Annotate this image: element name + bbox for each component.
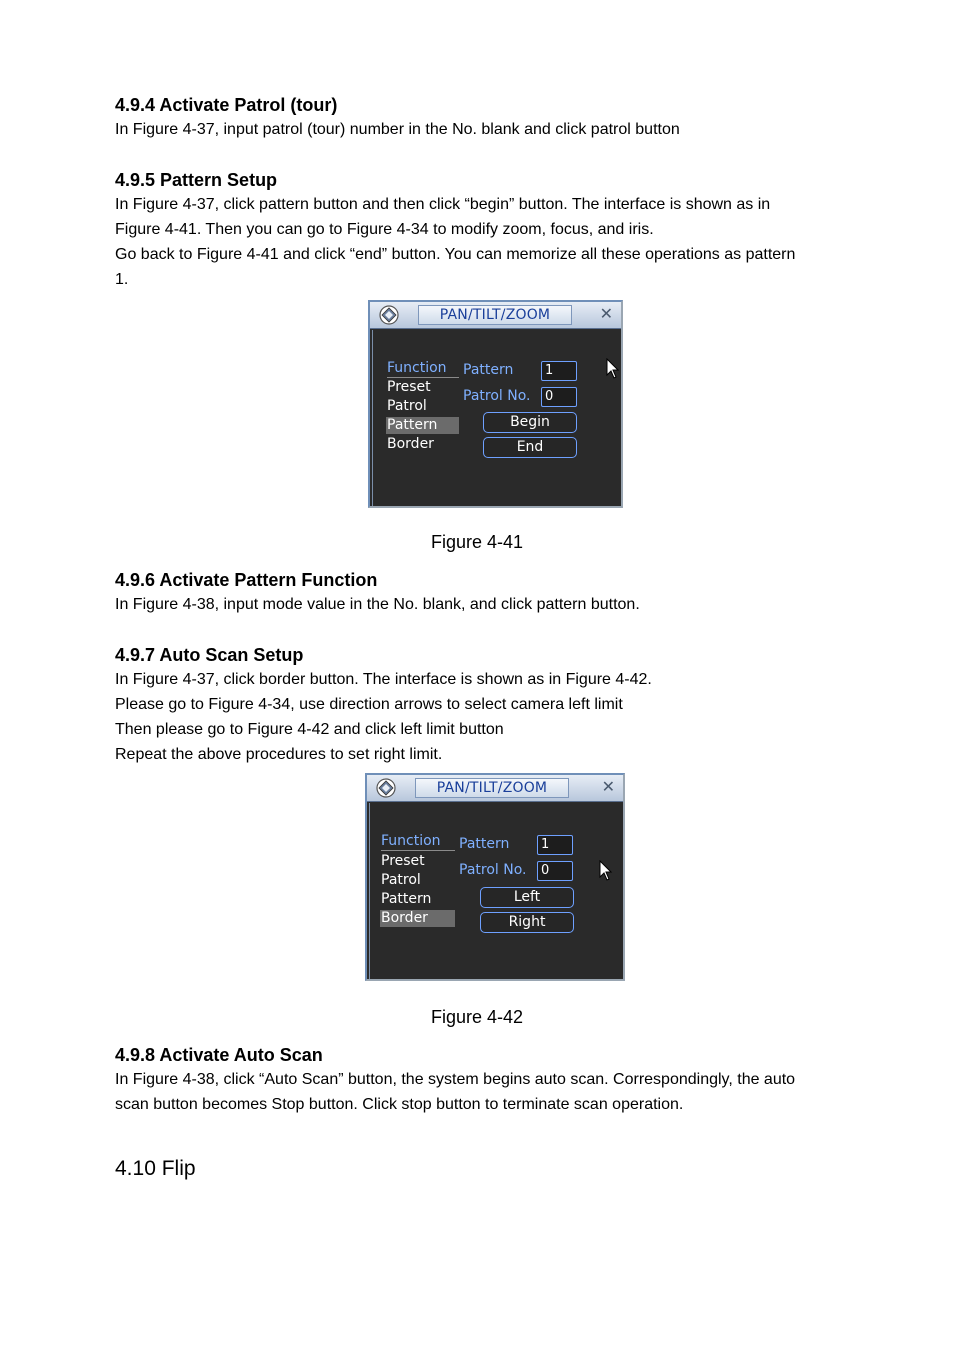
menu-item-patrol[interactable]: Patrol: [387, 398, 427, 414]
heading-4-10: 4.10 Flip: [115, 1157, 196, 1180]
menu-function-heading: Function: [387, 360, 447, 376]
patrol-no-label: Patrol No.: [459, 862, 527, 878]
menu-divider: [381, 850, 455, 851]
ptz-dialog-pattern: [368, 300, 623, 508]
paragraph-4-9-5-line2: Figure 4-41. Then you can go to Figure 4-34 to modify zoom, focus, and iris.: [115, 221, 654, 238]
right-limit-button[interactable]: Right: [480, 912, 574, 933]
heading-4-9-4: 4.9.4 Activate Patrol (tour): [115, 95, 338, 115]
patrol-number-input[interactable]: 0: [541, 387, 577, 407]
paragraph-4-9-7-line2: Please go to Figure 4-34, use direction arrows to select camera left limit: [115, 696, 623, 713]
paragraph-4-9-8-line2: scan button becomes Stop button. Click stop button to terminate scan operation.: [115, 1096, 684, 1113]
dialog-body: [372, 330, 621, 506]
heading-4-9-8: 4.9.8 Activate Auto Scan: [115, 1045, 323, 1065]
menu-item-border[interactable]: Border: [387, 436, 434, 452]
heading-4-9-7: 4.9.7 Auto Scan Setup: [115, 645, 304, 665]
paragraph-4-9-8-line1: In Figure 4-38, click “Auto Scan” button, the system begins auto scan. Correspondingly, the auto: [115, 1071, 796, 1088]
menu-item-pattern[interactable]: Pattern: [386, 417, 459, 434]
app-logo-icon: [378, 304, 400, 326]
paragraph-4-9-6: In Figure 4-38, input mode value in the No. blank, and click pattern button.: [115, 596, 640, 613]
mouse-cursor-icon: [606, 358, 620, 380]
close-icon[interactable]: ✕: [601, 777, 615, 796]
mouse-cursor-icon: [599, 860, 613, 882]
heading-4-9-6: 4.9.6 Activate Pattern Function: [115, 570, 378, 590]
dialog-title-bar: [367, 775, 623, 802]
pattern-number-input[interactable]: 1: [541, 361, 577, 381]
paragraph-4-9-5-line1: In Figure 4-37, click pattern button and then click “begin” button. The interface is shown as in: [115, 196, 771, 213]
dialog-title: PAN/TILT/ZOOM: [415, 778, 569, 798]
menu-divider: [387, 377, 459, 378]
paragraph-4-9-5-line4: 1.: [115, 271, 129, 288]
ptz-dialog-border: [365, 773, 625, 981]
dialog-title: PAN/TILT/ZOOM: [418, 305, 572, 325]
left-limit-button[interactable]: Left: [480, 887, 574, 908]
begin-button[interactable]: Begin: [483, 412, 577, 433]
menu-item-border[interactable]: Border: [380, 910, 455, 927]
paragraph-4-9-7-line3: Then please go to Figure 4-42 and click left limit button: [115, 721, 504, 738]
figure-caption-4-41: Figure 4-41: [430, 532, 524, 552]
menu-function-heading: Function: [381, 833, 441, 849]
patrol-no-label: Patrol No.: [463, 388, 531, 404]
dialog-body: [369, 803, 623, 979]
menu-item-preset[interactable]: Preset: [381, 853, 425, 869]
paragraph-4-9-5-line3: Go back to Figure 4-41 and click “end” button. You can memorize all these operations as pattern: [115, 246, 796, 263]
pattern-label: Pattern: [459, 836, 510, 852]
dialog-title-bar: [370, 302, 621, 329]
end-button[interactable]: End: [483, 437, 577, 458]
paragraph-4-9-4: In Figure 4-37, input patrol (tour) number in the No. blank and click patrol button: [115, 121, 680, 138]
menu-item-preset[interactable]: Preset: [387, 379, 431, 395]
figure-caption-4-42: Figure 4-42: [430, 1007, 524, 1027]
paragraph-4-9-7-line1: In Figure 4-37, click border button. The interface is shown as in Figure 4-42.: [115, 671, 652, 688]
patrol-number-input[interactable]: 0: [537, 861, 573, 881]
menu-item-pattern[interactable]: Pattern: [381, 891, 432, 907]
menu-item-patrol[interactable]: Patrol: [381, 872, 421, 888]
app-logo-icon: [375, 777, 397, 799]
close-icon[interactable]: ✕: [599, 304, 613, 323]
pattern-number-input[interactable]: 1: [537, 835, 573, 855]
paragraph-4-9-7-line4: Repeat the above procedures to set right limit.: [115, 746, 443, 763]
pattern-label: Pattern: [463, 362, 514, 378]
heading-4-9-5: 4.9.5 Pattern Setup: [115, 170, 278, 190]
